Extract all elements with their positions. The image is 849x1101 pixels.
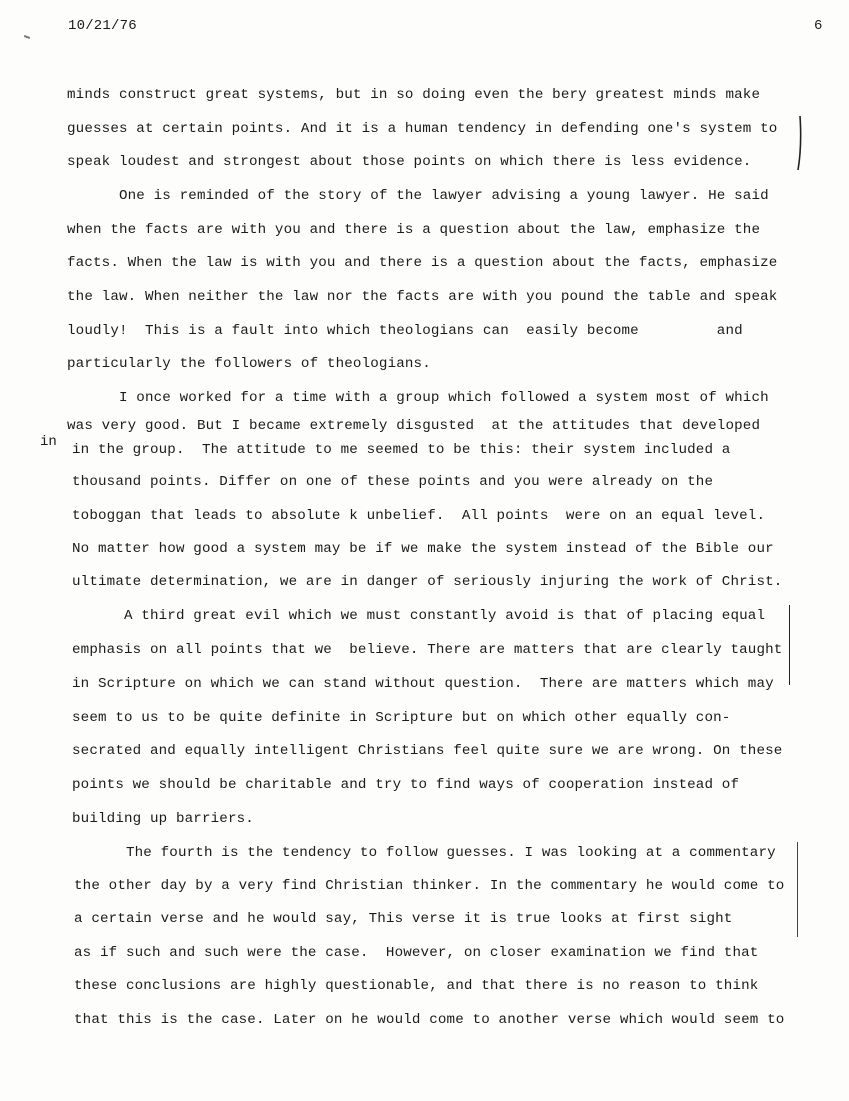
- text-line: in the group. The attitude to me seemed to be this: their system included a: [72, 442, 731, 458]
- text-line: One is reminded of the story of the lawyer advising a young lawyer. He said: [67, 188, 769, 204]
- header-date: 10/21/76: [68, 18, 137, 34]
- text-line: I once worked for a time with a group which followed a system most of which: [67, 390, 769, 406]
- text-line: was very good. But I became extremely disgusted at the attitudes that developed: [67, 418, 761, 434]
- margin-tick-mark: [24, 35, 30, 39]
- text-line: building up barriers.: [72, 811, 254, 827]
- text-line: a certain verse and he would say, This verse it is true looks at first sight: [74, 911, 733, 927]
- text-line: minds construct great systems, but in so doing even the bery greatest minds make: [67, 87, 761, 103]
- text-line: A third great evil which we must constantly avoid is that of placing equal: [72, 608, 766, 624]
- text-line: toboggan that leads to absolute k unbelief. All points were on an equal level.: [72, 508, 766, 524]
- text-line: ultimate determination, we are in danger of seriously injuring the work of Christ.: [72, 574, 783, 590]
- text-line: in Scripture on which we can stand without question. There are matters which may: [72, 676, 774, 692]
- margin-bracket-mark: [797, 842, 798, 937]
- text-line: speak loudest and strongest about those points on which there is less evidence.: [67, 154, 752, 170]
- text-line: particularly the followers of theologians.: [67, 356, 431, 372]
- text-line: points we should be charitable and try to find ways of cooperation instead of: [72, 777, 740, 793]
- handwritten-margin-note: in: [40, 434, 57, 450]
- text-line: emphasis on all points that we believe. There are matters that are clearly taught: [72, 642, 783, 658]
- text-line: The fourth is the tendency to follow guesses. I was looking at a commentary: [74, 845, 776, 861]
- text-line: that this is the case. Later on he would come to another verse which would seem to: [74, 1012, 785, 1028]
- text-line: the law. When neither the law nor the facts are with you pound the table and speak: [67, 289, 778, 305]
- text-line: No matter how good a system may be if we make the system instead of the Bible our: [72, 541, 774, 557]
- text-line: as if such and such were the case. However, on closer examination we find that: [74, 945, 759, 961]
- text-line: thousand points. Differ on one of these points and you were already on the: [72, 474, 714, 490]
- text-line: secrated and equally intelligent Christians feel quite sure we are wrong. On these: [72, 743, 783, 759]
- text-line: loudly! This is a fault into which theologians can easily become and: [67, 323, 743, 339]
- text-line: when the facts are with you and there is a question about the law, emphasize the: [67, 222, 761, 238]
- text-line: facts. When the law is with you and there is a question about the facts, emphasize: [67, 255, 778, 271]
- text-line: guesses at certain points. And it is a human tendency in defending one's system to: [67, 121, 778, 137]
- margin-bracket-mark: [789, 605, 790, 685]
- margin-bracket-mark: [786, 112, 806, 182]
- header-page-number: 6: [814, 18, 823, 34]
- text-line: the other day by a very find Christian thinker. In the commentary he would come to: [74, 878, 785, 894]
- text-line: seem to us to be quite definite in Scripture but on which other equally con-: [72, 710, 731, 726]
- text-line: these conclusions are highly questionable, and that there is no reason to think: [74, 978, 759, 994]
